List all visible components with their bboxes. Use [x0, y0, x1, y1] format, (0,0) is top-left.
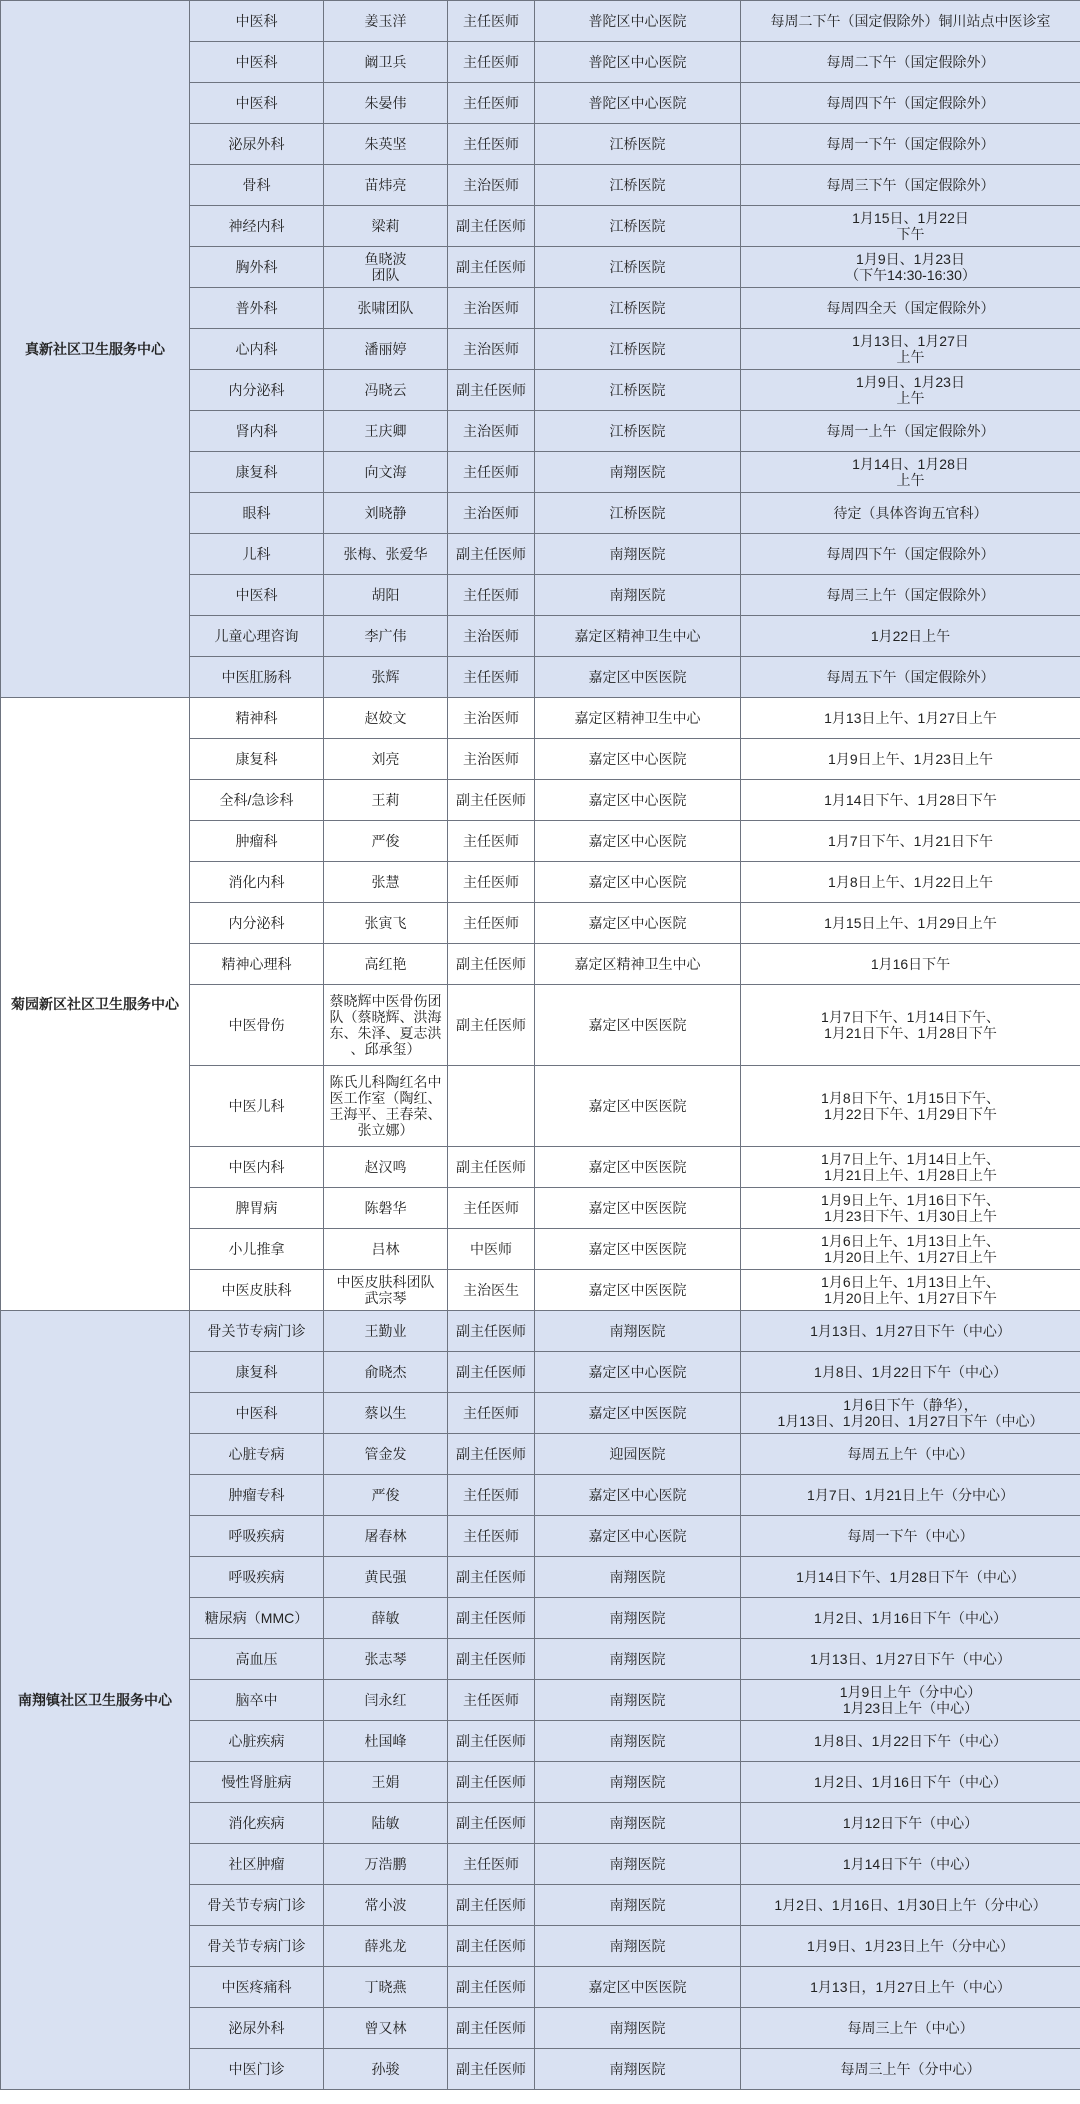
department-cell: 康复科 — [190, 1352, 324, 1393]
doctor-cell: 梁莉 — [324, 206, 448, 247]
schedule-cell: 1月8日下午、1月15日下午、 1月22日下午、1月29日下午 — [741, 1066, 1080, 1147]
doctor-cell: 鱼晓波 团队 — [324, 247, 448, 288]
schedule-cell: 每周五上午（中心） — [741, 1434, 1080, 1475]
schedule-cell: 1月7日上午、1月14日上午、 1月21日上午、1月28日上午 — [741, 1147, 1080, 1188]
schedule-cell: 1月14日下午、1月28日下午（中心） — [741, 1557, 1080, 1598]
title-cell: 主任医师 — [448, 1680, 535, 1721]
title-cell: 主治医师 — [448, 411, 535, 452]
department-cell: 中医内科 — [190, 1147, 324, 1188]
schedule-cell: 1月22日上午 — [741, 616, 1080, 657]
schedule-cell: 1月12日下午（中心） — [741, 1803, 1080, 1844]
center-name-cell: 真新社区卫生服务中心 — [1, 1, 190, 698]
hospital-cell: 嘉定区中心医院 — [535, 903, 741, 944]
doctor-cell: 向文海 — [324, 452, 448, 493]
title-cell: 副主任医师 — [448, 1885, 535, 1926]
schedule-cell: 1月13日上午、1月27日上午 — [741, 698, 1080, 739]
title-cell: 副主任医师 — [448, 1803, 535, 1844]
schedule-cell: 1月13日、1月27日下午（中心） — [741, 1639, 1080, 1680]
hospital-cell: 嘉定区中医医院 — [535, 985, 741, 1066]
schedule-cell: 1月6日上午、1月13日上午、 1月20日上午、1月27日上午 — [741, 1229, 1080, 1270]
schedule-cell: 1月9日上午、1月16日下午、 1月23日下午、1月30日上午 — [741, 1188, 1080, 1229]
title-cell: 副主任医师 — [448, 1311, 535, 1352]
hospital-cell: 嘉定区精神卫生中心 — [535, 944, 741, 985]
department-cell: 泌尿外科 — [190, 124, 324, 165]
department-cell: 中医科 — [190, 83, 324, 124]
hospital-cell: 嘉定区中心医院 — [535, 1516, 741, 1557]
hospital-cell: 南翔医院 — [535, 1639, 741, 1680]
title-cell: 副主任医师 — [448, 1721, 535, 1762]
department-cell: 社区肿瘤 — [190, 1844, 324, 1885]
hospital-cell: 南翔医院 — [535, 1885, 741, 1926]
title-cell — [448, 1066, 535, 1147]
schedule-cell: 每周一上午（国定假除外） — [741, 411, 1080, 452]
schedule-cell: 每周三上午（分中心） — [741, 2049, 1080, 2090]
doctor-cell: 杜国峰 — [324, 1721, 448, 1762]
title-cell: 副主任医师 — [448, 985, 535, 1066]
department-cell: 儿科 — [190, 534, 324, 575]
title-cell: 副主任医师 — [448, 1557, 535, 1598]
department-cell: 骨关节专病门诊 — [190, 1885, 324, 1926]
title-cell: 主任医师 — [448, 42, 535, 83]
title-cell: 副主任医师 — [448, 780, 535, 821]
title-cell: 主任医师 — [448, 1188, 535, 1229]
doctor-cell: 严俊 — [324, 1475, 448, 1516]
schedule-cell: 1月9日上午、1月23日上午 — [741, 739, 1080, 780]
hospital-cell: 南翔医院 — [535, 2008, 741, 2049]
title-cell: 主任医师 — [448, 903, 535, 944]
hospital-cell: 嘉定区中医医院 — [535, 1393, 741, 1434]
schedule-cell: 每周二下午（国定假除外） — [741, 42, 1080, 83]
schedule-cell: 1月2日、1月16日下午（中心） — [741, 1762, 1080, 1803]
table-row — [1, 1311, 1080, 1352]
schedule-cell: 待定（具体咨询五官科） — [741, 493, 1080, 534]
doctor-cell: 丁晓燕 — [324, 1967, 448, 2008]
title-cell: 主治医师 — [448, 616, 535, 657]
schedule-cell: 1月7日下午、1月21日下午 — [741, 821, 1080, 862]
doctor-cell: 赵姣文 — [324, 698, 448, 739]
hospital-cell: 江桥医院 — [535, 493, 741, 534]
hospital-cell: 嘉定区中心医院 — [535, 780, 741, 821]
doctor-cell: 张慧 — [324, 862, 448, 903]
doctor-cell: 薛兆龙 — [324, 1926, 448, 1967]
schedule-cell: 1月9日、1月23日上午（分中心） — [741, 1926, 1080, 1967]
doctor-cell: 胡阳 — [324, 575, 448, 616]
hospital-cell: 南翔医院 — [535, 1926, 741, 1967]
table-row — [1, 698, 1080, 739]
doctor-cell: 万浩鹏 — [324, 1844, 448, 1885]
doctor-cell: 冯晓云 — [324, 370, 448, 411]
department-cell: 中医骨伤 — [190, 985, 324, 1066]
schedule-cell: 1月8日、1月22日下午（中心） — [741, 1721, 1080, 1762]
schedule-cell: 1月14日下午、1月28日下午 — [741, 780, 1080, 821]
hospital-cell: 南翔医院 — [535, 534, 741, 575]
title-cell: 主任医师 — [448, 821, 535, 862]
department-cell: 慢性肾脏病 — [190, 1762, 324, 1803]
title-cell: 副主任医师 — [448, 1434, 535, 1475]
department-cell: 中医科 — [190, 575, 324, 616]
schedule-cell: 每周二下午（国定假除外）铜川站点中医诊室 — [741, 1, 1080, 42]
doctor-cell: 王娟 — [324, 1762, 448, 1803]
hospital-cell: 普陀区中心医院 — [535, 83, 741, 124]
title-cell: 副主任医师 — [448, 1352, 535, 1393]
doctor-cell: 王庆卿 — [324, 411, 448, 452]
doctor-cell: 黄民强 — [324, 1557, 448, 1598]
hospital-cell: 江桥医院 — [535, 288, 741, 329]
hospital-cell: 南翔医院 — [535, 1598, 741, 1639]
schedule-cell: 每周一下午（国定假除外） — [741, 124, 1080, 165]
title-cell: 主治医师 — [448, 739, 535, 780]
department-cell: 康复科 — [190, 452, 324, 493]
department-cell: 心脏疾病 — [190, 1721, 324, 1762]
center-name-cell: 南翔镇社区卫生服务中心 — [1, 1311, 190, 2090]
doctor-cell: 王莉 — [324, 780, 448, 821]
title-cell: 主任医师 — [448, 1393, 535, 1434]
doctor-cell: 闫永红 — [324, 1680, 448, 1721]
doctor-cell: 中医皮肤科团队 武宗琴 — [324, 1270, 448, 1311]
department-cell: 精神科 — [190, 698, 324, 739]
title-cell: 副主任医师 — [448, 370, 535, 411]
title-cell: 主任医师 — [448, 1516, 535, 1557]
department-cell: 骨科 — [190, 165, 324, 206]
doctor-cell: 朱晏伟 — [324, 83, 448, 124]
hospital-cell: 嘉定区中医医院 — [535, 1066, 741, 1147]
title-cell: 副主任医师 — [448, 247, 535, 288]
title-cell: 主任医师 — [448, 1475, 535, 1516]
doctor-cell: 薛敏 — [324, 1598, 448, 1639]
department-cell: 脑卒中 — [190, 1680, 324, 1721]
doctor-cell: 屠春林 — [324, 1516, 448, 1557]
hospital-cell: 嘉定区中医医院 — [535, 1229, 741, 1270]
schedule-cell: 每周三下午（国定假除外） — [741, 165, 1080, 206]
doctor-cell: 高红艳 — [324, 944, 448, 985]
title-cell: 主任医师 — [448, 1844, 535, 1885]
doctor-cell: 刘晓静 — [324, 493, 448, 534]
department-cell: 胸外科 — [190, 247, 324, 288]
hospital-cell: 嘉定区中医医院 — [535, 1147, 741, 1188]
doctor-cell: 苗炜亮 — [324, 165, 448, 206]
doctor-cell: 吕林 — [324, 1229, 448, 1270]
department-cell: 内分泌科 — [190, 903, 324, 944]
doctor-cell: 张辉 — [324, 657, 448, 698]
hospital-cell: 普陀区中心医院 — [535, 1, 741, 42]
hospital-cell: 嘉定区中心医院 — [535, 862, 741, 903]
doctor-cell: 张啸团队 — [324, 288, 448, 329]
department-cell: 内分泌科 — [190, 370, 324, 411]
doctor-cell: 张志琴 — [324, 1639, 448, 1680]
department-cell: 脾胃病 — [190, 1188, 324, 1229]
hospital-cell: 江桥医院 — [535, 370, 741, 411]
title-cell: 副主任医师 — [448, 206, 535, 247]
schedule-cell: 每周五下午（国定假除外） — [741, 657, 1080, 698]
department-cell: 呼吸疾病 — [190, 1516, 324, 1557]
title-cell: 副主任医师 — [448, 1639, 535, 1680]
schedule-cell: 1月14日、1月28日 上午 — [741, 452, 1080, 493]
department-cell: 中医科 — [190, 42, 324, 83]
hospital-cell: 嘉定区中医医院 — [535, 1967, 741, 2008]
schedule-cell: 1月14日下午（中心） — [741, 1844, 1080, 1885]
department-cell: 小儿推拿 — [190, 1229, 324, 1270]
department-cell: 心脏专病 — [190, 1434, 324, 1475]
doctor-cell: 李广伟 — [324, 616, 448, 657]
department-cell: 神经内科 — [190, 206, 324, 247]
schedule-body — [1, 1, 1080, 2090]
department-cell: 泌尿外科 — [190, 2008, 324, 2049]
department-cell: 全科/急诊科 — [190, 780, 324, 821]
department-cell: 肿瘤科 — [190, 821, 324, 862]
hospital-cell: 南翔医院 — [535, 575, 741, 616]
schedule-cell: 每周四全天（国定假除外） — [741, 288, 1080, 329]
department-cell: 消化内科 — [190, 862, 324, 903]
title-cell: 副主任医师 — [448, 1762, 535, 1803]
department-cell: 中医疼痛科 — [190, 1967, 324, 2008]
doctor-cell: 陈磐华 — [324, 1188, 448, 1229]
department-cell: 精神心理科 — [190, 944, 324, 985]
department-cell: 骨关节专病门诊 — [190, 1311, 324, 1352]
title-cell: 主任医师 — [448, 452, 535, 493]
department-cell: 眼科 — [190, 493, 324, 534]
doctor-cell: 蔡晓辉中医骨伤团 队（蔡晓辉、洪海 东、朱泽、夏志洪 、邱承玺） — [324, 985, 448, 1066]
title-cell: 副主任医师 — [448, 534, 535, 575]
hospital-cell: 江桥医院 — [535, 206, 741, 247]
department-cell: 中医门诊 — [190, 2049, 324, 2090]
hospital-cell: 江桥医院 — [535, 247, 741, 288]
department-cell: 肿瘤专科 — [190, 1475, 324, 1516]
doctor-cell: 潘丽婷 — [324, 329, 448, 370]
doctor-cell: 刘亮 — [324, 739, 448, 780]
schedule-cell: 1月9日、1月23日 上午 — [741, 370, 1080, 411]
hospital-cell: 江桥医院 — [535, 124, 741, 165]
doctor-cell: 管金发 — [324, 1434, 448, 1475]
hospital-cell: 南翔医院 — [535, 1721, 741, 1762]
hospital-cell: 南翔医院 — [535, 1762, 741, 1803]
table-row — [1, 1, 1080, 42]
title-cell: 主治医师 — [448, 698, 535, 739]
schedule-cell: 1月7日下午、1月14日下午、 1月21日下午、1月28日下午 — [741, 985, 1080, 1066]
schedule-cell: 1月2日、1月16日下午（中心） — [741, 1598, 1080, 1639]
title-cell: 主任医师 — [448, 1, 535, 42]
schedule-cell: 每周一下午（中心） — [741, 1516, 1080, 1557]
schedule-cell: 1月9日、1月23日 （下午14:30-16:30） — [741, 247, 1080, 288]
department-cell: 消化疾病 — [190, 1803, 324, 1844]
title-cell: 主治医师 — [448, 493, 535, 534]
schedule-cell: 1月13日，1月27日上午（中心） — [741, 1967, 1080, 2008]
doctor-cell: 陆敏 — [324, 1803, 448, 1844]
title-cell: 主任医师 — [448, 575, 535, 616]
title-cell: 主任医师 — [448, 862, 535, 903]
title-cell: 副主任医师 — [448, 1926, 535, 1967]
schedule-cell: 1月15日上午、1月29日上午 — [741, 903, 1080, 944]
hospital-cell: 嘉定区中心医院 — [535, 1352, 741, 1393]
hospital-cell: 江桥医院 — [535, 411, 741, 452]
department-cell: 心内科 — [190, 329, 324, 370]
hospital-cell: 普陀区中心医院 — [535, 42, 741, 83]
schedule-cell: 1月6日上午、1月13日上午、 1月20日上午、1月27日下午 — [741, 1270, 1080, 1311]
hospital-cell: 嘉定区精神卫生中心 — [535, 616, 741, 657]
title-cell: 主治医师 — [448, 165, 535, 206]
schedule-cell: 1月15日、1月22日 下午 — [741, 206, 1080, 247]
department-cell: 高血压 — [190, 1639, 324, 1680]
department-cell: 中医皮肤科 — [190, 1270, 324, 1311]
hospital-cell: 南翔医院 — [535, 1844, 741, 1885]
doctor-cell: 俞晓杰 — [324, 1352, 448, 1393]
department-cell: 普外科 — [190, 288, 324, 329]
doctor-cell: 张寅飞 — [324, 903, 448, 944]
title-cell: 副主任医师 — [448, 1598, 535, 1639]
schedule-cell: 每周三上午（中心） — [741, 2008, 1080, 2049]
title-cell: 中医师 — [448, 1229, 535, 1270]
schedule-cell: 1月8日、1月22日下午（中心） — [741, 1352, 1080, 1393]
hospital-cell: 南翔医院 — [535, 1557, 741, 1598]
hospital-cell: 嘉定区精神卫生中心 — [535, 698, 741, 739]
title-cell: 副主任医师 — [448, 1967, 535, 2008]
doctor-cell: 赵汉鸣 — [324, 1147, 448, 1188]
title-cell: 主治医师 — [448, 288, 535, 329]
title-cell: 主治医生 — [448, 1270, 535, 1311]
hospital-cell: 嘉定区中医医院 — [535, 1270, 741, 1311]
title-cell: 主任医师 — [448, 83, 535, 124]
department-cell: 中医肛肠科 — [190, 657, 324, 698]
hospital-cell: 嘉定区中心医院 — [535, 821, 741, 862]
hospital-cell: 嘉定区中心医院 — [535, 1475, 741, 1516]
doctor-cell: 常小波 — [324, 1885, 448, 1926]
title-cell: 主任医师 — [448, 657, 535, 698]
schedule-cell: 1月8日上午、1月22日上午 — [741, 862, 1080, 903]
hospital-cell: 南翔医院 — [535, 2049, 741, 2090]
hospital-cell: 南翔医院 — [535, 1803, 741, 1844]
hospital-cell: 嘉定区中医医院 — [535, 1188, 741, 1229]
department-cell: 糖尿病（MMC） — [190, 1598, 324, 1639]
hospital-cell: 迎园医院 — [535, 1434, 741, 1475]
hospital-cell: 嘉定区中医医院 — [535, 657, 741, 698]
department-cell: 中医科 — [190, 1393, 324, 1434]
hospital-cell: 南翔医院 — [535, 1680, 741, 1721]
schedule-cell: 每周三上午（国定假除外） — [741, 575, 1080, 616]
schedule-cell: 每周四下午（国定假除外） — [741, 83, 1080, 124]
department-cell: 儿童心理咨询 — [190, 616, 324, 657]
department-cell: 呼吸疾病 — [190, 1557, 324, 1598]
schedule-cell: 1月13日、1月27日 上午 — [741, 329, 1080, 370]
schedule-cell: 1月2日、1月16日、1月30日上午（分中心） — [741, 1885, 1080, 1926]
department-cell: 肾内科 — [190, 411, 324, 452]
hospital-cell: 江桥医院 — [535, 165, 741, 206]
schedule-cell: 1月6日下午（静华）， 1月13日、1月20日、1月27日下午（中心） — [741, 1393, 1080, 1434]
doctor-cell: 孙骏 — [324, 2049, 448, 2090]
doctor-cell: 蔡以生 — [324, 1393, 448, 1434]
title-cell: 主任医师 — [448, 124, 535, 165]
doctor-cell: 阚卫兵 — [324, 42, 448, 83]
schedule-cell: 1月9日上午（分中心） 1月23日上午（中心） — [741, 1680, 1080, 1721]
hospital-cell: 南翔医院 — [535, 452, 741, 493]
department-cell: 骨关节专病门诊 — [190, 1926, 324, 1967]
hospital-cell: 江桥医院 — [535, 329, 741, 370]
center-name-cell: 菊园新区社区卫生服务中心 — [1, 698, 190, 1311]
doctor-cell: 曾又林 — [324, 2008, 448, 2049]
doctor-cell: 陈氏儿科陶红名中 医工作室（陶红、 王海平、王春荣、 张立娜） — [324, 1066, 448, 1147]
doctor-cell: 王勤业 — [324, 1311, 448, 1352]
hospital-cell: 嘉定区中心医院 — [535, 739, 741, 780]
department-cell: 中医科 — [190, 1, 324, 42]
title-cell: 副主任医师 — [448, 2008, 535, 2049]
schedule-cell: 1月16日下午 — [741, 944, 1080, 985]
schedule-cell: 1月13日、1月27日下午（中心） — [741, 1311, 1080, 1352]
doctor-cell: 朱英坚 — [324, 124, 448, 165]
schedule-cell: 每周四下午（国定假除外） — [741, 534, 1080, 575]
title-cell: 副主任医师 — [448, 1147, 535, 1188]
title-cell: 副主任医师 — [448, 2049, 535, 2090]
title-cell: 主治医师 — [448, 329, 535, 370]
title-cell: 副主任医师 — [448, 944, 535, 985]
department-cell: 康复科 — [190, 739, 324, 780]
doctor-cell: 姜玉洋 — [324, 1, 448, 42]
doctor-cell: 严俊 — [324, 821, 448, 862]
doctor-cell: 张梅、张爱华 — [324, 534, 448, 575]
schedule-cell: 1月7日、1月21日上午（分中心） — [741, 1475, 1080, 1516]
department-cell: 中医儿科 — [190, 1066, 324, 1147]
hospital-cell: 南翔医院 — [535, 1311, 741, 1352]
